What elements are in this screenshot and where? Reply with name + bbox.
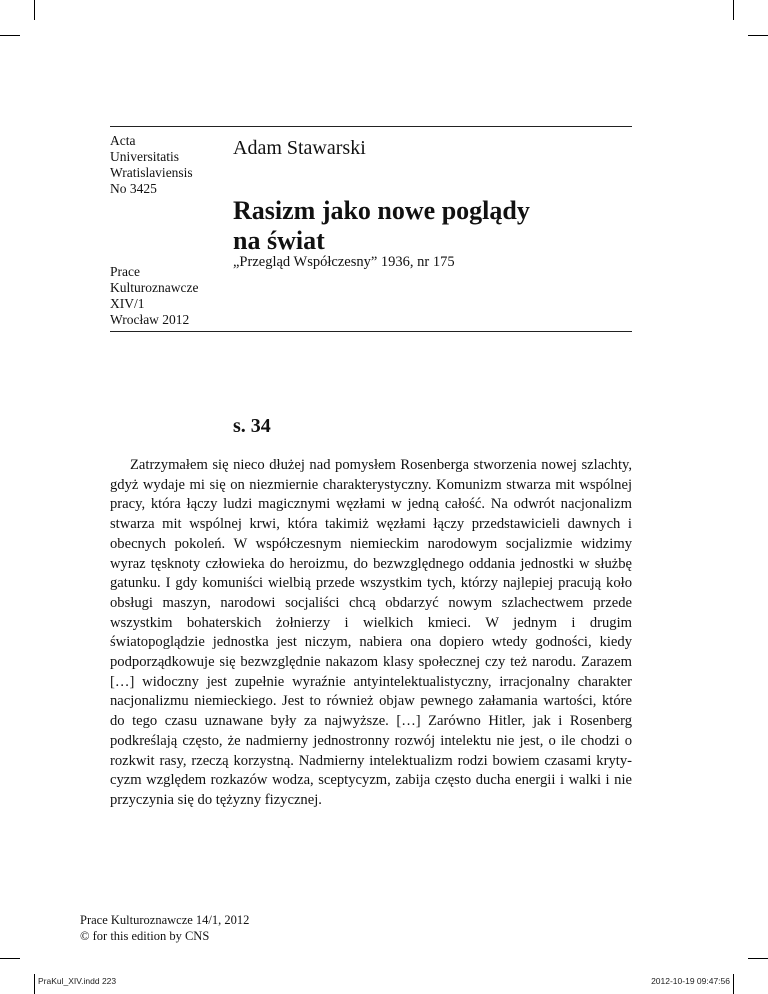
journal-line: Prace [110, 264, 140, 279]
body-paragraph: Zatrzymałem się nieco dłużej nad pomysłem Rosenberga stworzenia nowej szlachty, gdyż wydaje mi się on niezmiernie charakterystyczny. Komunizm stwarza mit wspólnej pracy, która łączy ludzi magicznymi węzłami w jedną całość. Na odwrót nacjonalizm stwarza mit wspólnej krwi, która takimiż węzłami łączy przedstawicieli dawnych i obecnych pokoleń. W współczesnym niemieckim narodowym socjalizmie widzimy wyraz tęsknoty człowieka do heroizmu, do bezwzględnego oddania jednostki w służbę gatunku. I gdy komuniści wielbią przede wszystkim tych, którzy najlepiej pracują koło obsługi maszyn, narodowi socjaliści chcą obdarzyć nowym szlachectwem przede wszystkim bohaterskich żołnierzy i wielkich kmieci. W jednym i drugim światopoglądzie jednostka jest niczym, nabiera ona dopiero wtedy godności, kiedy podporządkowuje się bezwzględnie nakazom klasy społecznej czy też narodu. Zarazem […] widoczny jest zupełnie wyraźnie antyintelektualistyczny, irracjonalny charakter nacjonalizmu niemieckiego. Jest to również objaw pewnego załamania wartości, które do tego czasu uznawane były za najwyższe. […] Zarówno Hitler, jak i Rosenberg podkreślają często, że nadmierny jednostronny rozwój intelektu nie jest, o ile chodzi o rozkwit rasy, rzeczą korzystną. Nadmierny intelektualizm rodzi bowiem czasami krytycyzm względem rozkazów wodza, sceptycyzm, zabija często ducha energii i walki i nie przyczynia się do tężyzny fizycznej. [110, 457, 632, 808]
crop-mark [34, 974, 35, 994]
crop-mark [733, 0, 734, 20]
crop-mark [748, 35, 768, 36]
slug-filename: PraKul_XIV.indd 223 [38, 976, 117, 986]
slug-timestamp: 2012-10-19 09:47:56 [651, 976, 730, 986]
crop-mark [748, 958, 768, 959]
top-rule [110, 126, 632, 127]
footer-credits [80, 913, 249, 944]
article-title [233, 196, 530, 256]
footer-line: © for this edition by CNS [80, 928, 210, 943]
title-line: Rasizm jako nowe poglądy [233, 196, 530, 225]
page-heading: s. 34 [233, 415, 271, 437]
journal-line: Kulturoznawcze [110, 280, 199, 295]
crop-mark [0, 958, 20, 959]
crop-mark [34, 0, 35, 20]
series-block [110, 133, 230, 197]
footer-line: Prace Kulturoznawcze 14/1, 2012 [80, 913, 250, 927]
source-citation: „Przegląd Współczesny” 1936, nr 175 [233, 254, 455, 270]
series-line: Wratislaviensis [110, 165, 193, 180]
series-line: Acta [110, 133, 136, 148]
journal-block [110, 264, 230, 328]
crop-mark [0, 35, 20, 36]
author-name: Adam Stawarski [233, 137, 366, 159]
series-line: No 3425 [110, 181, 157, 196]
journal-line: Wrocław 2012 [110, 312, 190, 327]
series-line: Universitatis [110, 149, 179, 164]
crop-mark [733, 974, 734, 994]
bottom-rule [110, 331, 632, 332]
journal-line: XIV/1 [110, 296, 145, 311]
title-line: na świat [233, 226, 325, 255]
